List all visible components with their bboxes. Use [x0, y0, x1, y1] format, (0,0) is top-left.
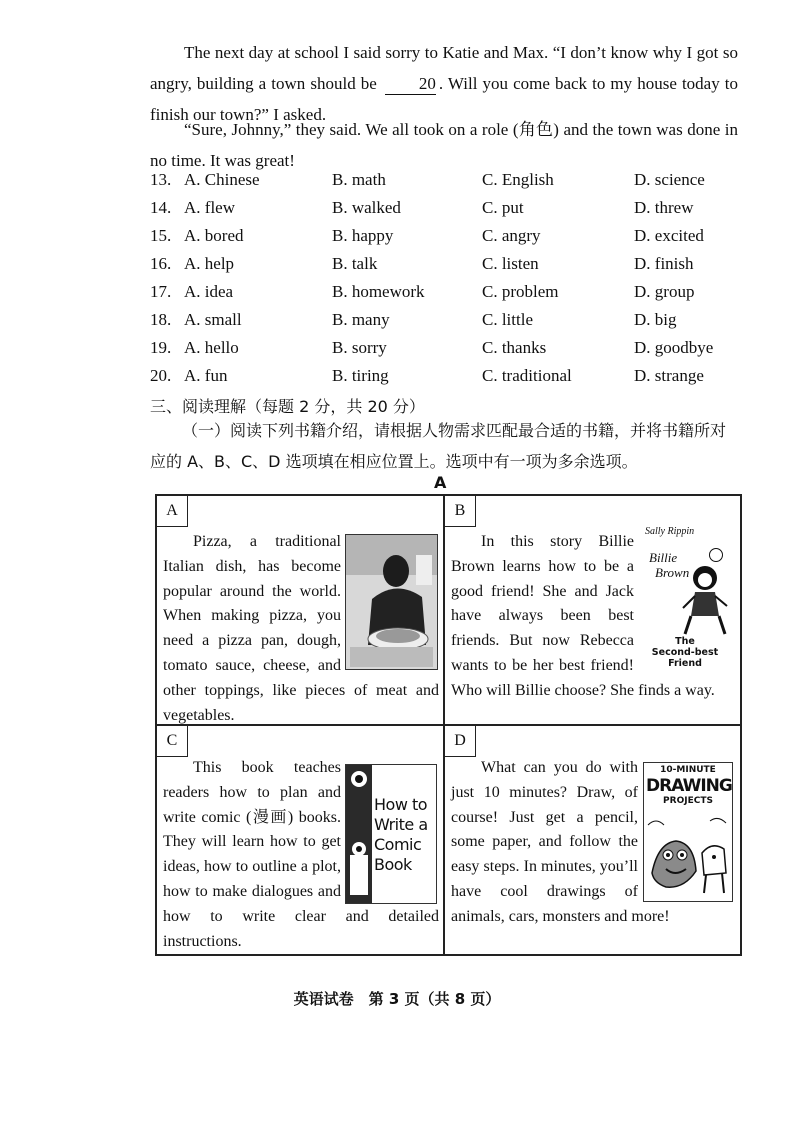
- cover-title: How to Write a Comic Book: [374, 795, 428, 874]
- book-description: What can you do with just 10 minutes? Draw, of course! Just get a pencil, some paper, and follow the easy steps. In minutes, you’ll have cool drawings of animals, cars, monsters and more!: [451, 759, 670, 925]
- option-a[interactable]: A. Chinese: [184, 170, 260, 189]
- option-b[interactable]: B. homework: [332, 282, 425, 301]
- option-b[interactable]: B. happy: [332, 226, 394, 245]
- section-instruction: （一）阅读下列书籍介绍，请根据人物需求匹配最合适的书籍，并将书籍所对应的 A、B、C、D 选项填在相应位置上。选项中有一项为多余选项。: [150, 421, 727, 471]
- option-d[interactable]: D. goodbye: [634, 338, 714, 357]
- option-b[interactable]: B. math: [332, 170, 386, 189]
- book-grid: [155, 494, 742, 956]
- story-text-before-blank: The next day at school I said sorry to Katie and Max. “I don’t know why I got so angry, building a town should be: [150, 43, 738, 93]
- question-row: 19. A. hello B. sorry C. thanks D. goodbye: [150, 338, 714, 357]
- option-d[interactable]: D. group: [634, 282, 695, 301]
- question-row: 17. A. idea B. homework C. problem D. group: [150, 282, 695, 301]
- book-card-a: [157, 496, 445, 726]
- question-row: 20. A. fun B. tiring C. traditional D. strange: [150, 366, 704, 385]
- book-card-b: [445, 496, 740, 726]
- question-row: 16. A. help B. talk C. listen D. finish: [150, 254, 694, 273]
- book-description: Pizza, a traditional Italian dish, has become popular around the world. When making pizza, you need a pizza pan, dough, tomato sauce, cheese, and other toppings, like pieces of meat and vegetables.: [163, 533, 439, 724]
- option-d[interactable]: D. excited: [634, 226, 704, 245]
- option-a[interactable]: A. hello: [184, 338, 239, 357]
- option-d[interactable]: D. strange: [634, 366, 704, 385]
- book-label: B: [445, 496, 476, 527]
- option-a[interactable]: A. fun: [184, 366, 228, 385]
- option-a[interactable]: A. flew: [184, 198, 235, 217]
- cover-subtitle: The Second-best Friend: [651, 636, 719, 669]
- option-b[interactable]: B. walked: [332, 198, 401, 217]
- question-row: 13. A. Chinese B. math C. English D. science: [150, 170, 705, 189]
- book-card-d: [445, 726, 740, 954]
- option-d[interactable]: D. big: [634, 310, 677, 329]
- option-c[interactable]: C. English: [482, 170, 554, 189]
- section-heading: 三、阅读理解（每题 2 分，共 20 分）: [150, 397, 425, 416]
- option-b[interactable]: B. sorry: [332, 338, 387, 357]
- part-label: A: [434, 473, 447, 492]
- option-c[interactable]: C. thanks: [482, 338, 547, 357]
- page-footer: 英语试卷 第 3 页（共 8 页）: [293, 990, 501, 1008]
- option-c[interactable]: C. listen: [482, 254, 539, 273]
- cover-title: 10-MINUTE DRAWING PROJECTS: [646, 765, 732, 806]
- option-d[interactable]: D. science: [634, 170, 705, 189]
- option-c[interactable]: C. problem: [482, 282, 559, 301]
- option-c[interactable]: C. traditional: [482, 366, 572, 385]
- question-row: 15. A. bored B. happy C. angry D. excited: [150, 226, 704, 245]
- book-label: D: [445, 726, 476, 757]
- question-row: 18. A. small B. many C. little D. big: [150, 310, 677, 329]
- question-row: 14. A. flew B. walked C. put D. threw: [150, 198, 694, 217]
- option-a[interactable]: A. help: [184, 254, 235, 273]
- story-text-after-blank: . Will you come back to my house today to finish our town?” I asked.: [150, 74, 739, 124]
- option-b[interactable]: B. tiring: [332, 366, 389, 385]
- book-card-c: [157, 726, 445, 954]
- option-b[interactable]: B. talk: [332, 254, 378, 273]
- answer-blank-20[interactable]: 20: [385, 74, 436, 95]
- book-description: This book teaches readers how to plan and write comic (漫画) books. They will learn how to get ideas, how to outline a plot, how to make dialogues and how to write clear and detailed instructions.: [163, 759, 439, 950]
- book-description: In this story Billie Brown learns how to be a good friend! She and Jack have always been best friends. But now Rebecca wants to be her best friend! Who will Billie choose? She finds a way.: [451, 533, 715, 699]
- option-c[interactable]: C. little: [482, 310, 533, 329]
- book-label: C: [157, 726, 188, 757]
- option-d[interactable]: D. threw: [634, 198, 694, 217]
- book-label: A: [157, 496, 188, 527]
- option-a[interactable]: A. idea: [184, 282, 234, 301]
- option-a[interactable]: A. small: [184, 310, 242, 329]
- option-c[interactable]: C. put: [482, 198, 524, 217]
- option-c[interactable]: C. angry: [482, 226, 541, 245]
- option-d[interactable]: D. finish: [634, 254, 694, 273]
- option-a[interactable]: A. bored: [184, 226, 244, 245]
- cover-title-brown: Brown: [655, 565, 690, 580]
- cover-title-billie: Billie: [649, 550, 678, 565]
- story-paragraph-2: “Sure, Johnny,” they said. We all took on a role (角色) and the town was done in no time. It was great!: [150, 120, 738, 170]
- option-b[interactable]: B. many: [332, 310, 390, 329]
- cover-author: Sally Rippin: [645, 526, 695, 537]
